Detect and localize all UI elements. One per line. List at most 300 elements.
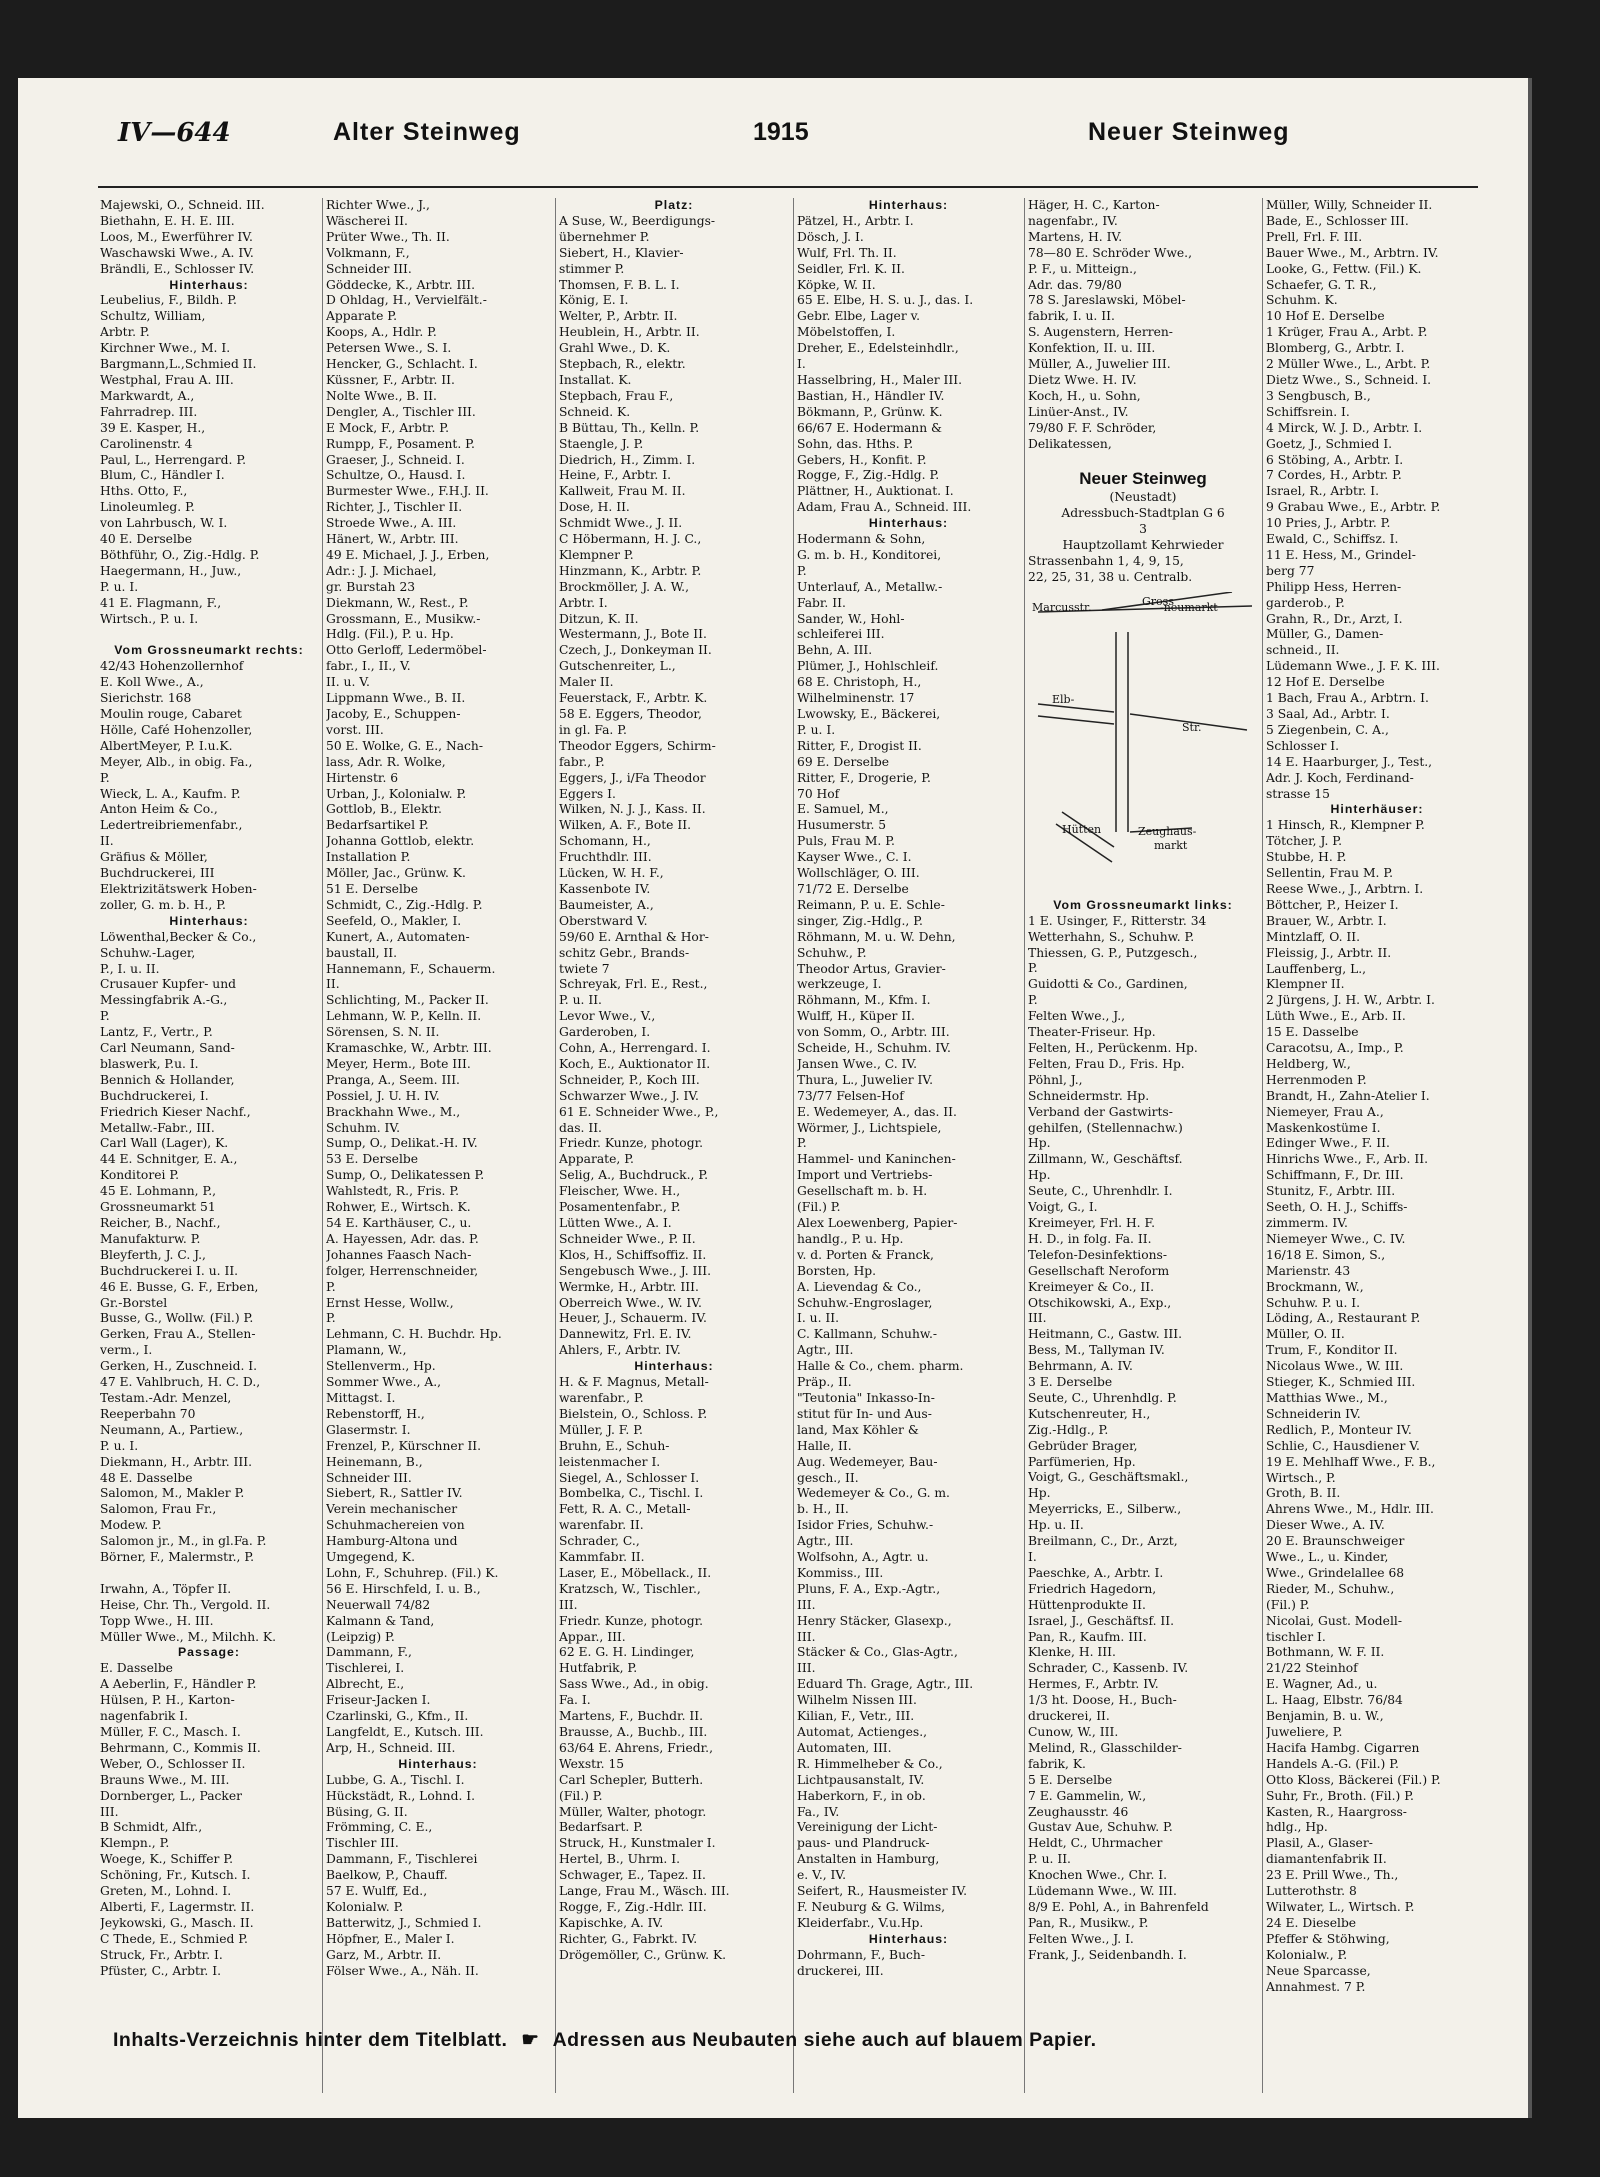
directory-entry: Behrmann, C., Kommis II. [100, 1740, 261, 1755]
directory-entry: Herrenmoden P. [1266, 1072, 1367, 1087]
directory-entry: fabrik, I. u. II. [1028, 309, 1115, 324]
directory-entry: Wilhelminenstr. 17 [797, 691, 915, 706]
directory-entry: A Aeberlin, F., Händler P. [100, 1677, 257, 1692]
directory-entry: Schultz, William, [100, 309, 206, 324]
directory-entry: Kassenbote IV. [559, 881, 651, 896]
directory-entry: Stunitz, F., Arbtr. III. [1266, 1184, 1396, 1199]
directory-entry: L. Haag, Elbstr. 76/84 [1266, 1693, 1403, 1708]
directory-entry: 41 E. Flagmann, F., [100, 595, 222, 610]
directory-entry: II. [326, 977, 340, 992]
directory-entry: Dornberger, L., Packer [100, 1788, 243, 1803]
directory-entry: Hückstädt, R., Lohnd. I. [326, 1788, 476, 1803]
directory-entry: Koch, E., Auktionator II. [559, 1056, 711, 1071]
directory-entry [100, 1566, 318, 1582]
directory-entry: E Mock, F., Arbtr. P. [326, 420, 449, 435]
directory-entry: diamantenfabrik II. [1266, 1852, 1387, 1867]
directory-entry: b. H., II. [797, 1502, 849, 1517]
directory-entry: R. Himmelheber & Co., [797, 1756, 943, 1771]
directory-entry: C Höbermann, H. J. C., [559, 532, 702, 547]
directory-entry: Wedemeyer & Co., G. m. [797, 1486, 950, 1501]
directory-entry: Adam, Frau A., Schneid. III. [797, 500, 972, 515]
directory-entry: Heinemann, B., [326, 1454, 423, 1469]
directory-entry: Struck, Fr., Arbtr. I. [100, 1947, 223, 1962]
directory-entry: 10 Hof E. Derselbe [1266, 309, 1385, 324]
directory-entry: Fa., IV. [797, 1804, 840, 1819]
directory-entry: Ritter, F., Drogerie, P. [797, 770, 931, 785]
directory-entry: Konfektion, II. u. III. [1028, 341, 1156, 356]
directory-entry: Gutschenreiter, L., [559, 659, 676, 674]
directory-entry: Unterlauf, A., Metallw.- [797, 579, 943, 594]
directory-entry: Lubbe, G. A., Tischl. I. [326, 1772, 465, 1787]
directory-entry: Hülsen, P. H., Karton- [100, 1693, 235, 1708]
directory-entry: Kasten, R., Haargross- [1266, 1804, 1407, 1819]
directory-entry: Siegel, A., Schlosser I. [559, 1470, 700, 1485]
directory-entry: Caracotsu, A., Imp., P. [1266, 1041, 1404, 1056]
directory-entry: Parfümerien, Hp. [1028, 1454, 1136, 1469]
directory-entry: Lange, Frau M., Wäsch. III. [559, 1884, 730, 1899]
directory-entry: baustall, II. [326, 945, 398, 960]
directory-entry: Klempn., P. [100, 1836, 170, 1851]
directory-entry: Lehmann, W. P., Kelln. II. [326, 1009, 482, 1024]
directory-entry: Sump, O., Delikatessen P. [326, 1168, 485, 1183]
section-heading: Hinterhaus: [868, 1931, 949, 1946]
directory-entry: Schmidt, C., Zig.-Hdlg. P. [326, 897, 483, 912]
column-divider [1262, 198, 1263, 2093]
directory-entry: Manufakturw. P. [100, 1231, 201, 1246]
directory-entry: Staengle, J. P. [559, 436, 644, 451]
directory-entry: berg 77 [1266, 563, 1315, 578]
directory-entry: Nicolaus Wwe., W. III. [1266, 1359, 1404, 1374]
directory-entry: Rohwer, E., Wirtsch. K. [326, 1200, 471, 1215]
section-heading: Hinterhaus: [169, 913, 249, 928]
directory-entry: P. u. II. [1028, 1852, 1071, 1867]
directory-entry: Woege, K., Schiffer P. [100, 1852, 234, 1867]
directory-entry: Baumeister, A., [559, 897, 654, 912]
directory-entry: nagenfabr., IV. [1028, 213, 1118, 228]
directory-entry: Brändli, E., Schlosser IV. [100, 261, 255, 276]
directory-entry: 58 E. Eggers, Theodor, [559, 707, 702, 721]
directory-entry: I. u. II. [797, 1311, 840, 1326]
directory-entry: v. d. Porten & Franck, [797, 1247, 934, 1262]
directory-entry: Carl Wall (Lager), K. [100, 1136, 229, 1151]
directory-entry: Blum, C., Händler I. [100, 468, 225, 483]
directory-entry: Cunow, W., III. [1028, 1724, 1119, 1739]
column-5 [1028, 198, 1258, 2098]
directory-entry: Hamburg-Altona und [326, 1534, 458, 1549]
directory-entry: Tischler III. [326, 1836, 399, 1851]
directory-entry: in gl. Fa. P. [559, 722, 627, 737]
directory-entry: III. [559, 1597, 578, 1612]
directory-entry: Verband der Gastwirts- [1028, 1104, 1173, 1119]
directory-entry: Pätzel, H., Arbtr. I. [797, 213, 914, 228]
directory-entry: Stieger, K., Schmied III. [1266, 1375, 1416, 1390]
directory-entry: D Ohldag, H., Vervielfält.- [326, 293, 487, 308]
directory-entry: P., I. u. II. [100, 961, 160, 976]
directory-entry: Küssner, F., Arbtr. II. [326, 372, 455, 387]
directory-entry: 78—80 E. Schröder Wwe., [1028, 245, 1193, 260]
directory-entry: Schneider III. [326, 261, 412, 276]
directory-entry: 59/60 E. Arnthal & Hor- [559, 929, 709, 944]
directory-entry: Theodor Eggers, Schirm- [559, 738, 716, 753]
directory-entry: Tötcher, J. P. [1266, 834, 1342, 849]
directory-entry: Schlosser I. [1266, 738, 1340, 753]
directory-entry: E. Wedemeyer, A., das. II. [797, 1104, 957, 1119]
directory-entry: Schmidt Wwe., J. II. [559, 516, 683, 531]
directory-entry: Behn, A. III. [797, 643, 873, 658]
directory-entry: P. u. I. [100, 579, 139, 594]
directory-entry: Richter, G., Fabrkt. IV. [559, 1931, 698, 1946]
directory-entry: F. Neuburg & G. Wilms, [797, 1899, 946, 1914]
directory-entry: Marienstr. 43 [1266, 1263, 1351, 1278]
directory-entry: Müller, J. F. P. [559, 1422, 643, 1437]
directory-entry: P. [326, 1279, 336, 1294]
directory-entry: Modew. P. [100, 1518, 162, 1533]
directory-entry: Felten, H., Perückenm. Hp. [1028, 1041, 1198, 1055]
directory-entry: Hencker, G., Schlacht. I. [326, 357, 478, 372]
directory-entry: Hirtenstr. 6 [326, 770, 399, 785]
directory-entry: Maler II. [559, 675, 614, 690]
column-divider [1024, 198, 1025, 2093]
directory-entry: Frömming, C. E., [326, 1820, 433, 1835]
directory-entry: Installation P. [326, 850, 411, 865]
directory-page [18, 78, 1528, 2118]
directory-entry: Leubelius, F., Bildh. P. [100, 293, 237, 308]
directory-entry: Lwowsky, E., Bäckerei, [797, 707, 941, 721]
directory-entry: Friedr. Kunze, photogr. [559, 1613, 704, 1628]
directory-entry: vorst. III. [326, 722, 384, 737]
directory-entry: schitz Gebr., Brands- [559, 945, 690, 960]
directory-entry: Hertel, B., Uhrm. I. [559, 1852, 681, 1867]
directory-entry: 14 E. Haarburger, J., Test., [1266, 754, 1433, 769]
directory-entry: Sass Wwe., Ad., in obig. [559, 1677, 709, 1692]
directory-entry: Westphal, Frau A. III. [100, 372, 234, 387]
directory-entry: 65 E. Elbe, H. S. u. J., das. I. [797, 293, 974, 308]
directory-entry: Brockmöller, J. A. W., [559, 579, 690, 594]
directory-entry: Mintzlaff, O. II. [1266, 929, 1361, 944]
directory-entry: P. F., u. Mitteign., [1028, 261, 1137, 276]
directory-entry: 78 S. Jareslawski, Möbel- [1028, 293, 1186, 308]
directory-entry: 63/64 E. Ahrens, Friedr., [559, 1740, 713, 1755]
directory-entry: Anton Heim & Co., [100, 802, 218, 817]
directory-entry: Matthias Wwe., M., [1266, 1390, 1388, 1405]
directory-entry: 44 E. Schnitger, E. A., [100, 1152, 238, 1167]
directory-entry: Petersen Wwe., S. I. [326, 341, 452, 356]
directory-entry: Reicher, B., Nachf., [100, 1216, 221, 1230]
directory-entry: Böthführ, O., Zig.-Hdlg. P. [100, 547, 260, 562]
directory-entry: Buchdruckerei, III [100, 866, 215, 881]
directory-entry: Seefeld, O., Makler, I. [326, 913, 462, 928]
right-street-heading: Neuer Steinweg [1088, 118, 1290, 146]
directory-entry: Häger, H. C., Karton- [1028, 198, 1160, 212]
directory-entry: Guidotti & Co., Gardinen, [1028, 977, 1188, 992]
directory-entry: Friseur-Jacken I. [326, 1693, 431, 1708]
directory-entry: Carolinenstr. 4 [100, 436, 193, 451]
directory-entry: Schneider Wwe., P. II. [559, 1231, 696, 1246]
directory-entry: Pan, R., Musikw., P. [1028, 1915, 1149, 1930]
directory-entry: Urban, J., Kolonialw. P. [326, 786, 467, 801]
directory-entry: P. [326, 1311, 336, 1326]
directory-entry: Installat. K. [559, 372, 632, 387]
directory-entry: Delikatessen, [1028, 436, 1112, 451]
directory-entry: Klos, H., Schiffsoffiz. II. [559, 1247, 707, 1262]
directory-entry: Brausse, A., Buchb., III. [559, 1725, 708, 1739]
directory-entry: Müller, O. II. [1266, 1327, 1345, 1342]
directory-entry: Fahrradrep. III. [100, 404, 198, 419]
directory-entry: Volkmann, F., [326, 245, 410, 260]
directory-entry: Hannemann, F., Schauerm. [326, 961, 496, 976]
directory-entry: Heise, Chr. Th., Vergold. II. [100, 1597, 271, 1612]
column-divider [555, 198, 556, 2093]
footer-new-buildings-note: Adressen aus Neubauten siehe auch auf blauem Papier. [552, 2029, 1097, 2051]
directory-entry: Schomann, H., [559, 834, 651, 849]
directory-entry: fabrik, K. [1028, 1756, 1086, 1771]
directory-entry: Rogge, F., Zig.-Hdlg. P. [797, 468, 940, 483]
directory-entry: Pluns, F. A., Exp.-Agtr., [797, 1581, 941, 1596]
directory-entry: Stepbach, Frau F., [559, 388, 674, 403]
directory-entry: Adr. J. Koch, Ferdinand- [1266, 770, 1414, 785]
directory-entry: Appar., III. [559, 1629, 626, 1644]
directory-entry: folger, Herrenschneider, [326, 1263, 479, 1278]
directory-entry: Bielstein, O., Schloss. P. [559, 1406, 708, 1421]
directory-entry: Ditzun, K. II. [559, 611, 639, 626]
directory-entry: Burmester Wwe., F.H.J. II. [326, 484, 489, 499]
directory-entry: Hinrichs Wwe., F., Arb. II. [1266, 1152, 1428, 1167]
directory-entry: Schultze, O., Hausd. I. [326, 468, 466, 483]
directory-entry: Friedrich Kieser Nachf., [100, 1104, 251, 1119]
directory-entry: Hutfabrik, P. [559, 1661, 638, 1676]
directory-entry: Dietz Wwe., S., Schneid. I. [1266, 372, 1432, 387]
directory-entry: Zig.-Hdlg., P. [1028, 1422, 1109, 1437]
directory-entry: 47 E. Vahlbruch, H. C. D., [100, 1375, 261, 1390]
directory-entry: Müller Wwe., M., Milchh. K. [100, 1629, 277, 1644]
directory-entry: Ewald, C., Schiffsz. I. [1266, 532, 1399, 547]
directory-entry: schneid., II. [1266, 643, 1340, 658]
directory-entry: E. Koll Wwe., A., [100, 675, 204, 690]
directory-entry: Heldt, C., Uhrmacher [1028, 1836, 1163, 1851]
directory-entry: Johanna Gottlob, elektr. [326, 834, 475, 849]
directory-entry: Wilken, A. F., Bote II. [559, 818, 691, 833]
directory-entry: Stubbe, H. P. [1266, 850, 1347, 865]
directory-entry: Umgegend, K. [326, 1550, 416, 1565]
section-heading: Passage: [177, 1645, 240, 1660]
directory-entry: Ahlers, F., Arbtr. IV. [559, 1343, 681, 1358]
directory-entry: Reese Wwe., J., Arbtrn. I. [1266, 881, 1424, 896]
directory-entry: Röhmann, M., Kfm. I. [797, 993, 931, 1008]
directory-entry: Klenke, H. III. [1028, 1645, 1116, 1660]
directory-entry: Hp. [1028, 1168, 1051, 1183]
directory-entry: Dose, H. II. [559, 500, 630, 515]
column-2 [326, 198, 550, 2098]
directory-entry: 56 E. Hirschfeld, I. u. B., [326, 1581, 481, 1596]
directory-entry: Czech, J., Donkeyman II. [559, 643, 712, 658]
directory-entry: Kammfabr. II. [559, 1550, 645, 1565]
directory-entry: P. [1028, 993, 1038, 1008]
map-label: Elb- [1052, 692, 1075, 706]
directory-entry: I. [1028, 1550, 1037, 1564]
directory-entry: Buchdruckerei, I. [100, 1088, 209, 1103]
directory-entry: Albrecht, E., [326, 1677, 405, 1692]
directory-entry: Ernst Hesse, Wollw., [326, 1295, 454, 1310]
directory-entry: Otto Kloss, Bäckerei (Fil.) P. [1266, 1772, 1441, 1787]
directory-entry: Dreher, E., Edelsteinhdlr., [797, 341, 959, 356]
directory-entry: Gerken, H., Zuschneid. I. [100, 1359, 258, 1374]
directory-entry: Kreimeyer & Co., II. [1028, 1279, 1155, 1294]
directory-entry: paus- und Plandruck- [797, 1836, 930, 1851]
directory-entry: Klempner P. [559, 547, 634, 562]
directory-entry: Meyer, Alb., in obig. Fa., [100, 754, 253, 769]
directory-entry: twiete 7 [559, 961, 610, 976]
directory-entry: Sellentin, Frau M. P. [1266, 866, 1394, 881]
directory-entry: Müller, Willy, Schneider II. [1266, 198, 1433, 212]
directory-entry: Israel, R., Arbtr. I. [1266, 484, 1380, 499]
directory-entry: zoller, G. m. b. H., P. [100, 897, 226, 912]
directory-entry: Markwardt, A., [100, 388, 195, 403]
directory-entry: Schiffsrein. I. [1266, 404, 1350, 419]
directory-entry: Blomberg, G., Arbtr. I. [1266, 341, 1405, 356]
directory-entry: Wilhelm Nissen III. [797, 1693, 917, 1708]
directory-entry: Bruhn, E., Schuh- [559, 1438, 670, 1453]
directory-entry: Rebenstorff, H., [326, 1406, 425, 1421]
directory-entry: Jansen Wwe., C. IV. [797, 1056, 918, 1071]
column-4 [797, 198, 1020, 2098]
directory-entry: Nicolai, Gust. Modell- [1266, 1613, 1402, 1628]
directory-entry: warenfabr. II. [559, 1518, 644, 1533]
directory-entry: Thiessen, G. P., Putzgesch., [1028, 945, 1198, 960]
directory-entry: Drögemöller, C., Grünw. K. [559, 1947, 727, 1962]
directory-entry: Sander, W., Hohl- [797, 611, 905, 626]
directory-entry: Stroede Wwe., A. III. [326, 516, 457, 531]
directory-entry: Westermann, J., Bote II. [559, 627, 707, 642]
directory-entry: Theodor Artus, Gravier- [797, 961, 946, 976]
directory-entry: Bastian, H., Händler IV. [797, 388, 945, 403]
directory-entry: (Leipzig) P. [326, 1629, 395, 1644]
directory-entry: Heldberg, W., [1266, 1056, 1351, 1071]
directory-entry [100, 627, 318, 643]
directory-entry: 71/72 E. Derselbe [797, 881, 909, 896]
directory-entry: druckerei, II. [1028, 1709, 1110, 1724]
directory-entry: Theater-Friseur. Hp. [1028, 1025, 1156, 1040]
directory-entry: Greten, M., Lohnd. I. [100, 1884, 232, 1899]
directory-entry: Lücken, W. H. F., [559, 866, 664, 881]
directory-entry: druckerei, III. [797, 1963, 884, 1978]
directory-entry: 70 Hof [797, 786, 840, 801]
directory-entry: Kramaschke, W., Arbtr. III. [326, 1041, 492, 1056]
directory-entry: Löwenthal,Becker & Co., [100, 929, 257, 944]
directory-entry: Kratzsch, W., Tischler., [559, 1581, 701, 1596]
directory-entry: verm., I. [100, 1343, 153, 1358]
directory-entry: Friedrich Hagedorn, [1028, 1581, 1157, 1596]
directory-entry: e. V., IV. [797, 1868, 847, 1883]
directory-entry: P. [797, 1136, 807, 1151]
directory-entry: I. [797, 357, 806, 372]
directory-entry: 7 Cordes, H., Arbtr. P. [1266, 468, 1402, 483]
section-heading: Vom Grossneumarkt links: [1053, 897, 1233, 912]
directory-entry: Voigt, G., Geschäftsmakl., [1028, 1470, 1189, 1485]
directory-entry: 23 E. Prill Wwe., Th., [1266, 1868, 1399, 1883]
directory-entry: AlbertMeyer, P. I.u.K. [100, 738, 233, 753]
directory-entry: Schuhw. P. u. I. [1266, 1295, 1361, 1310]
page-header [98, 118, 1478, 174]
directory-entry: Majewski, O., Schneid. III. [100, 198, 265, 212]
directory-entry: Fölser Wwe., A., Näh. II. [326, 1963, 479, 1978]
directory-entry: 66/67 E. Hodermann & [797, 420, 942, 435]
footer-index-note: Inhalts-Verzeichnis hinter dem Titelblatt. [113, 2029, 508, 2051]
directory-entry: Plättner, H., Auktionat. I. [797, 484, 954, 499]
directory-entry: Kommiss., III. [797, 1565, 884, 1580]
directory-entry: Hodermann & Sohn, [797, 532, 926, 547]
directory-entry: Kolonialw. P. [326, 1899, 404, 1914]
directory-entry: Haberkorn, F., in ob. [797, 1788, 926, 1803]
directory-entry: Richter, J., Tischler II. [326, 500, 463, 515]
directory-entry: Plümer, J., Hohlschleif. [797, 659, 939, 674]
directory-entry: Bedarfsartikel P. [326, 818, 429, 833]
directory-entry: Bess, M., Tallyman IV. [1028, 1343, 1165, 1358]
directory-entry: Metallw.-Fabr., III. [100, 1120, 215, 1135]
directory-entry: II. u. V. [326, 675, 370, 690]
directory-entry: Fruchthdlr. III. [559, 850, 652, 865]
directory-entry: Dammann, F., [326, 1645, 412, 1660]
directory-entry: singer, Zig.-Hdlg., P. [797, 913, 923, 928]
section-heading: Hinterhaus: [868, 516, 949, 531]
directory-entry: Isidor Fries, Schuhw.- [797, 1518, 934, 1533]
street-info: 3 [1139, 522, 1147, 537]
directory-entry: Alex Loewenberg, Papier- [797, 1216, 958, 1230]
directory-entry: Husumerstr. 5 [797, 818, 887, 833]
directory-entry: Baelkow, P., Chauff. [326, 1868, 448, 1883]
directory-entry: Strassenbahn 1, 4, 9, 15, [1028, 554, 1184, 569]
directory-entry: Möller, Jac., Grünw. K. [326, 866, 466, 881]
directory-entry: Pfüster, C., Arbtr. I. [100, 1963, 221, 1978]
directory-entry: strasse 15 [1266, 786, 1330, 801]
directory-entry: Dietz Wwe. H. IV. [1028, 372, 1137, 387]
directory-entry: Lutterothstr. 8 [1266, 1884, 1357, 1899]
directory-entry: Welter, P., Arbtr. II. [559, 309, 678, 324]
directory-entry: 49 E. Michael, J. J., Erben, [326, 547, 490, 562]
directory-entry: Busse, G., Wollw. (Fil.) P. [100, 1311, 254, 1326]
directory-entry: Apparate P. [326, 309, 397, 324]
directory-entry: Schwager, E., Tapez. II. [559, 1868, 706, 1883]
directory-entry: 11 E. Hess, M., Grindel- [1266, 547, 1416, 562]
directory-entry: Moulin rouge, Cabaret [100, 707, 242, 721]
directory-entry: tischler I. [1266, 1629, 1326, 1644]
directory-entry: Import und Vertriebs- [797, 1168, 933, 1183]
directory-entry: Fleischer, Wwe. H., [559, 1184, 681, 1199]
street-info: (Neustadt) [1109, 490, 1177, 505]
directory-entry: Hdlg. (Fil.), P. u. Hp. [326, 627, 454, 642]
directory-entry: Fa. I. [559, 1693, 591, 1708]
directory-entry: Otto Gerloff, Ledermöbel- [326, 643, 487, 658]
directory-entry: Paul, L., Herrengard. P. [100, 452, 247, 467]
directory-entry: Zeughausstr. 46 [1028, 1804, 1129, 1819]
directory-entry: 68 E. Christoph, H., [797, 675, 922, 690]
directory-entry: Kilian, F., Vetr., III. [797, 1709, 915, 1724]
directory-entry: Otschikowski, A., Exp., [1028, 1295, 1172, 1310]
directory-entry: Thura, L., Juwelier IV. [797, 1072, 934, 1087]
directory-entry: Möbelstoffen, I. [797, 325, 896, 340]
directory-entry: Wirtsch., P. u. I. [100, 611, 199, 626]
directory-entry: Weber, O., Schlosser II. [100, 1756, 246, 1771]
directory-entry: Verein mechanischer [326, 1502, 458, 1517]
directory-entry: Suhr, Fr., Broth. (Fil.) P. [1266, 1788, 1414, 1803]
directory-entry: Böttcher, P., Heizer I. [1266, 897, 1399, 912]
page-footer [113, 2028, 1413, 2058]
directory-entry: Waschawski Wwe., A. IV. [100, 245, 254, 260]
directory-entry: Batterwitz, J., Schmied I. [326, 1915, 482, 1930]
directory-entry: Carl Schepler, Butterh. [559, 1772, 704, 1787]
directory-entry: Bleyferth, J. C. J., [100, 1247, 206, 1262]
directory-entry: III. [100, 1804, 119, 1819]
directory-entry: Fleissig, J., Arbtr. II. [1266, 945, 1392, 960]
